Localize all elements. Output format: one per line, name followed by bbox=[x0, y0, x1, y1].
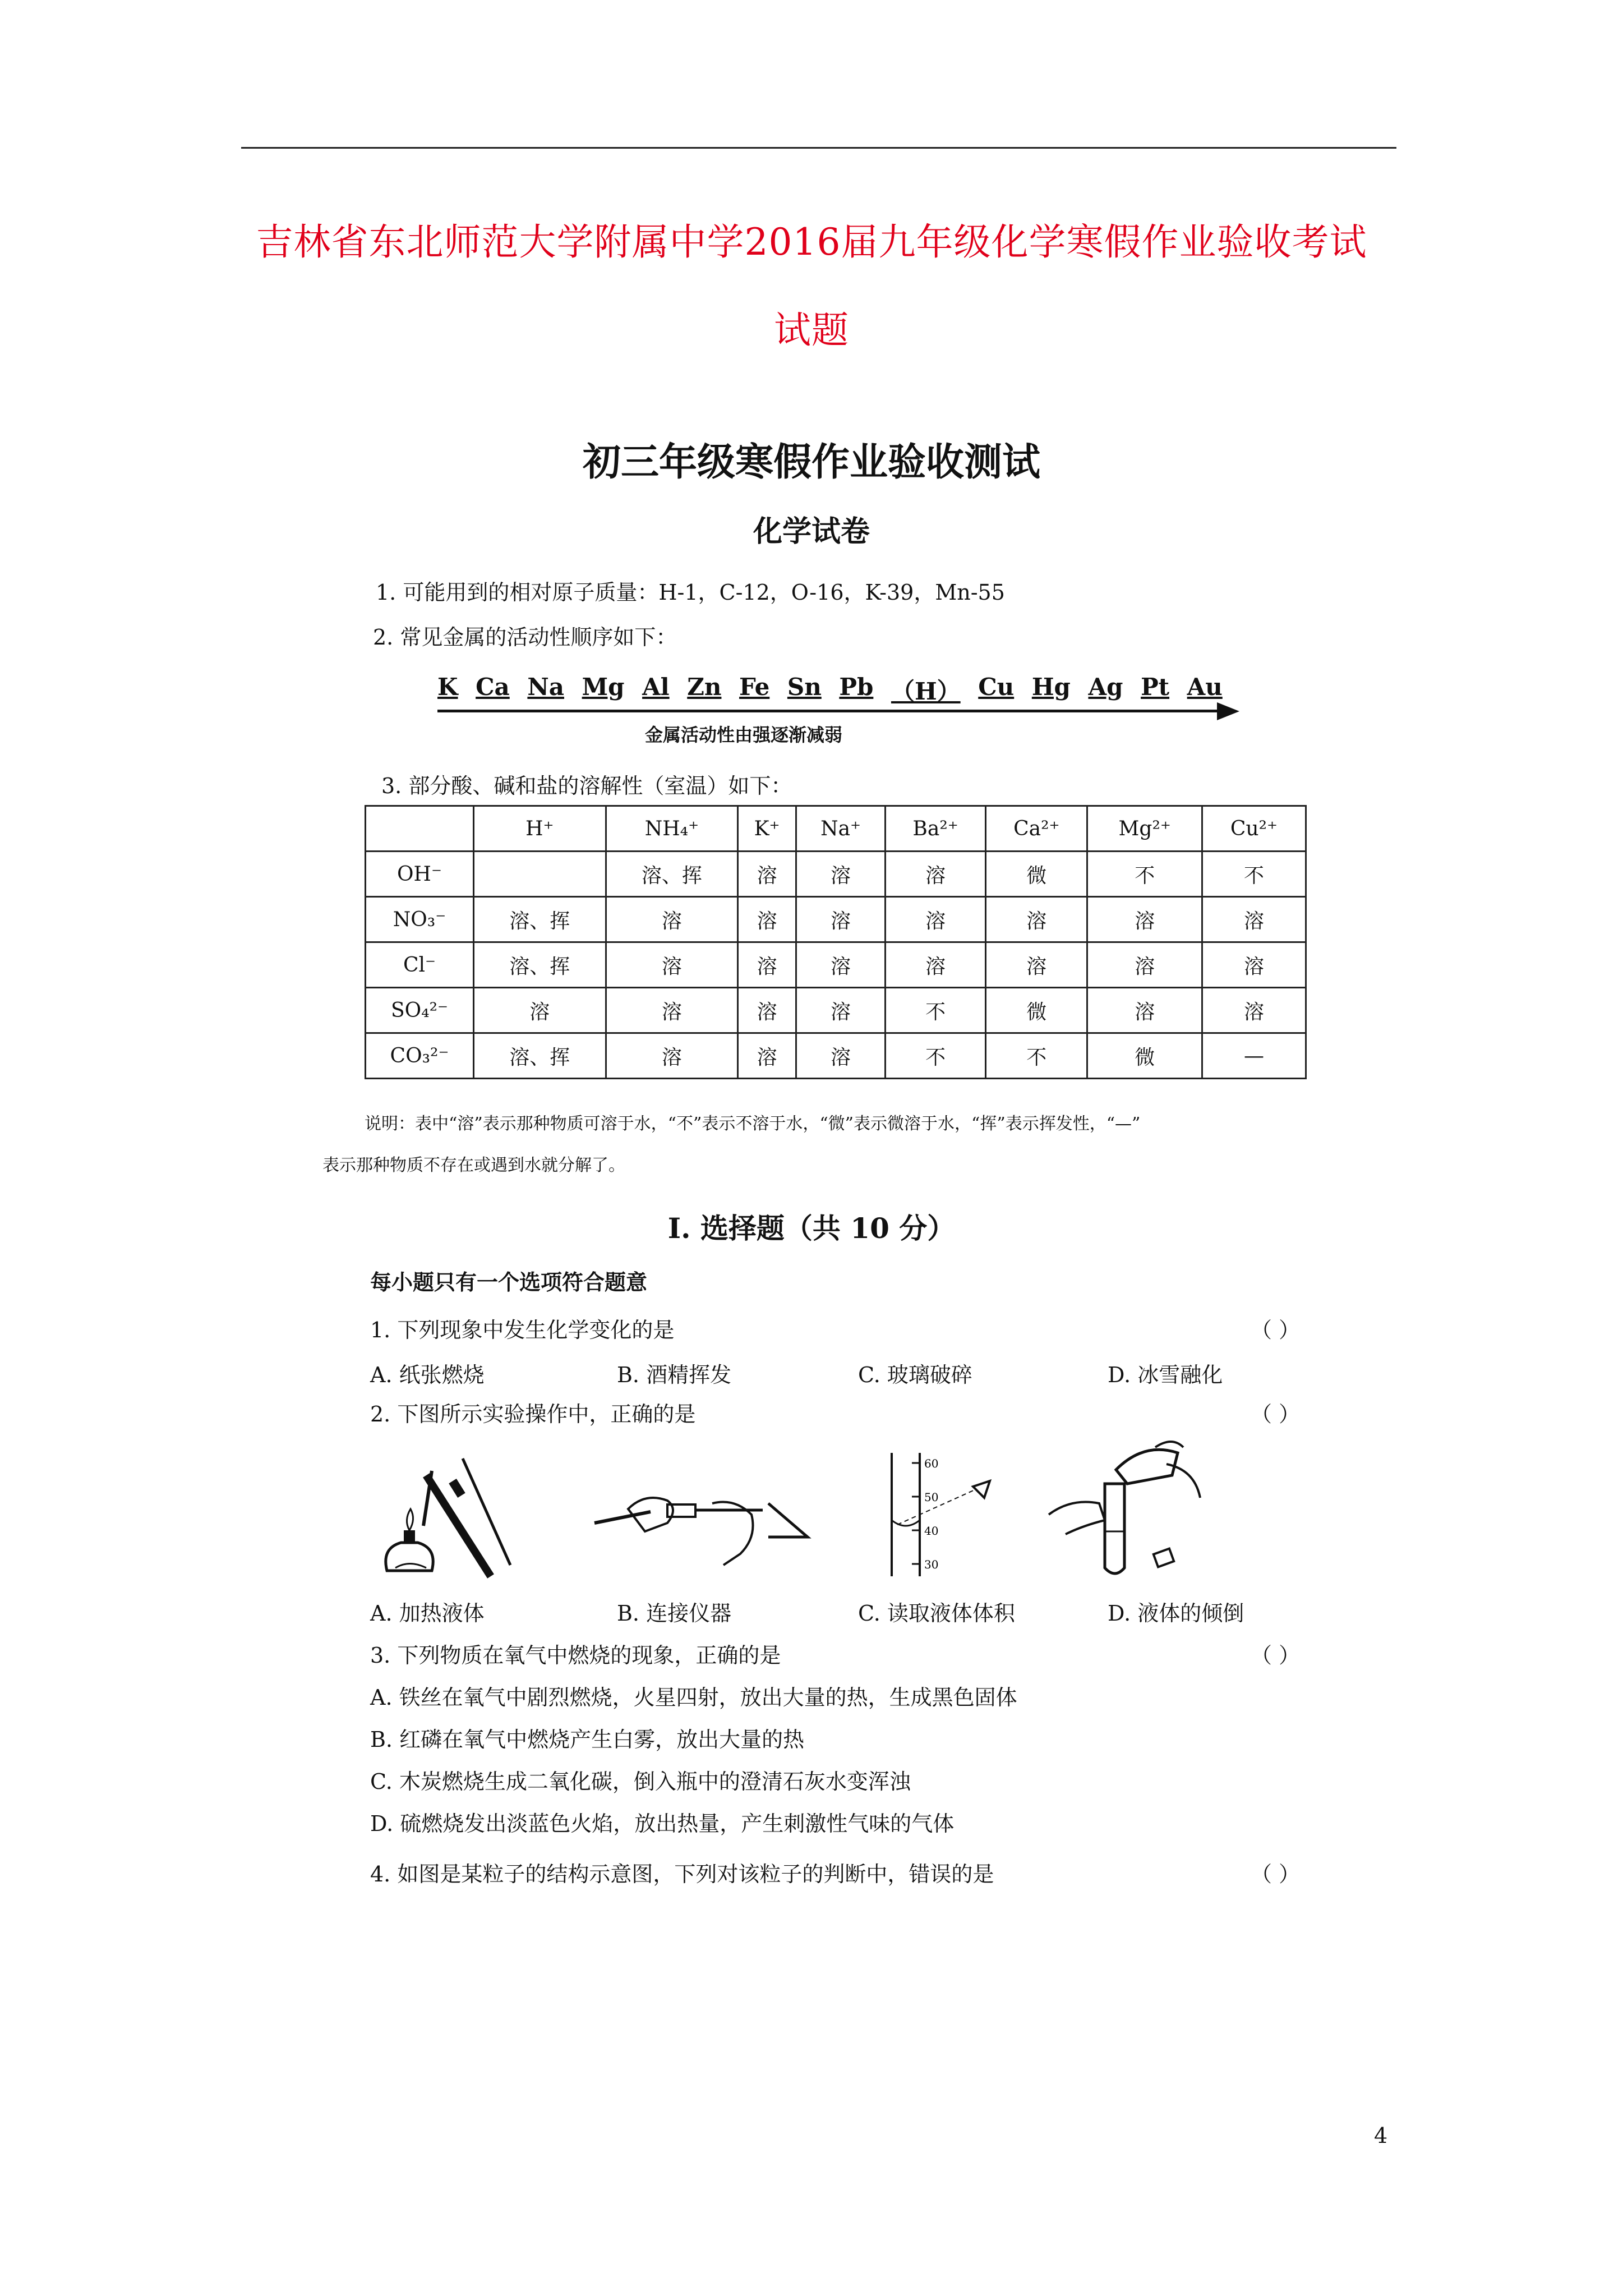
option-b[interactable]: B. 酒精挥发 bbox=[617, 1363, 732, 1387]
metal-symbol: Al bbox=[642, 673, 670, 701]
table-header-cell: Ba²⁺ bbox=[886, 806, 986, 852]
table-row bbox=[366, 988, 1306, 1033]
table-cell: CO₃²⁻ bbox=[366, 1033, 474, 1079]
metal-symbol: Cu bbox=[978, 673, 1015, 701]
table-cell: SO₄²⁻ bbox=[366, 988, 474, 1033]
table-cell: 微 bbox=[986, 988, 1087, 1033]
table-cell: 溶、挥 bbox=[474, 1033, 606, 1079]
table-cell: 溶 bbox=[1087, 988, 1202, 1033]
table-explanation-line1: 说明：表中“溶”表示那种物质可溶于水，“不”表示不溶于水，“微”表示微溶于水，“挥”表示挥发性，“—” bbox=[365, 1114, 1141, 1134]
option-b[interactable]: B. 连接仪器 bbox=[617, 1601, 732, 1626]
answer-blank[interactable]: （ ） bbox=[1251, 1643, 1301, 1668]
table-cell: — bbox=[1202, 1033, 1306, 1079]
table-row bbox=[366, 1033, 1306, 1079]
option-c[interactable]: C. 木炭燃烧生成二氧化碳，倒入瓶中的澄清石灰水变浑浊 bbox=[370, 1769, 911, 1794]
table-cell: 溶 bbox=[738, 1033, 796, 1079]
table-cell: 溶 bbox=[796, 1033, 886, 1079]
table-header-cell: Na⁺ bbox=[796, 806, 886, 852]
option-a[interactable]: A. 铁丝在氧气中剧烈燃烧，火星四射，放出大量的热，生成黑色固体 bbox=[370, 1685, 1017, 1710]
option-a[interactable]: A. 加热液体 bbox=[370, 1601, 485, 1626]
connecting-apparatus-figure bbox=[583, 1470, 819, 1582]
note-metal-activity: 2. 常见金属的活动性顺序如下： bbox=[373, 625, 677, 650]
section-title: I. 选择题（共 10 分） bbox=[667, 1212, 956, 1245]
table-cell: 溶 bbox=[796, 852, 886, 897]
answer-blank[interactable]: （ ） bbox=[1251, 1402, 1301, 1427]
table-header-cell: Mg²⁺ bbox=[1087, 806, 1202, 852]
heating-liquid-figure bbox=[370, 1453, 538, 1582]
option-c[interactable]: C. 读取液体体积 bbox=[858, 1601, 1015, 1626]
metal-symbol: Hg bbox=[1031, 673, 1071, 701]
table-cell: 溶、挥 bbox=[474, 942, 606, 988]
table-cell: 溶 bbox=[796, 942, 886, 988]
metal-symbol: Ag bbox=[1088, 673, 1123, 701]
table-cell: 溶、挥 bbox=[606, 852, 738, 897]
table-cell: 溶 bbox=[606, 1033, 738, 1079]
table-cell: 溶 bbox=[1087, 942, 1202, 988]
reading-volume-figure bbox=[875, 1447, 1021, 1582]
table-explanation-line2: 表示那种物质不存在或遇到水就分解了。 bbox=[322, 1156, 625, 1175]
option-d[interactable]: D. 液体的倾倒 bbox=[1108, 1601, 1244, 1626]
table-cell: 溶 bbox=[796, 897, 886, 942]
table-cell: 溶 bbox=[986, 897, 1087, 942]
metal-activity-series bbox=[437, 673, 1223, 707]
table-row bbox=[366, 897, 1306, 942]
option-a[interactable]: A. 纸张燃烧 bbox=[370, 1363, 485, 1387]
section-instruction: 每小题只有一个选项符合题意 bbox=[370, 1269, 648, 1295]
cylinder-mark: 30 bbox=[924, 1558, 939, 1571]
table-cell: 溶 bbox=[1202, 897, 1306, 942]
table-cell: 不 bbox=[1202, 852, 1306, 897]
table-cell: 不 bbox=[1087, 852, 1202, 897]
activity-arrow-head-icon bbox=[1217, 702, 1239, 720]
metal-symbol: Mg bbox=[582, 673, 625, 701]
table-header-cell: Cu²⁺ bbox=[1202, 806, 1306, 852]
solubility-table bbox=[365, 805, 1307, 1079]
table-cell: 溶 bbox=[886, 852, 986, 897]
metal-symbol: Fe bbox=[739, 673, 770, 701]
answer-blank[interactable]: （ ） bbox=[1251, 1862, 1301, 1887]
table-cell: 微 bbox=[1087, 1033, 1202, 1079]
metal-symbol: K bbox=[437, 673, 458, 701]
activity-arrow-shaft bbox=[437, 710, 1223, 712]
note-atomic-masses: 1. 可能用到的相对原子质量：H-1，C-12，O-16，K-39，Mn-55 bbox=[376, 580, 1005, 605]
table-cell: 溶 bbox=[606, 942, 738, 988]
question-3-stem: 3. 下列物质在氧气中燃烧的现象，正确的是 bbox=[370, 1643, 781, 1668]
table-cell: 微 bbox=[986, 852, 1087, 897]
cylinder-mark: 40 bbox=[924, 1524, 939, 1538]
option-b[interactable]: B. 红磷在氧气中燃烧产生白雾，放出大量的热 bbox=[370, 1727, 805, 1752]
table-cell: 溶 bbox=[796, 988, 886, 1033]
table-cell: 溶 bbox=[738, 942, 796, 988]
note-solubility: 3. 部分酸、碱和盐的溶解性（室温）如下： bbox=[381, 774, 792, 798]
table-cell: 溶 bbox=[474, 988, 606, 1033]
table-cell: 溶 bbox=[738, 897, 796, 942]
metal-symbol: Pt bbox=[1141, 673, 1170, 701]
table-cell: 溶 bbox=[738, 988, 796, 1033]
metal-symbol: Zn bbox=[687, 673, 722, 701]
table-cell: 不 bbox=[986, 1033, 1087, 1079]
exam-subtitle: 化学试卷 bbox=[753, 514, 870, 549]
table-cell: 溶 bbox=[606, 988, 738, 1033]
table-header-row bbox=[366, 806, 1306, 852]
table-cell: 溶、挥 bbox=[474, 897, 606, 942]
table-cell: 溶 bbox=[738, 852, 796, 897]
question-1-stem: 1. 下列现象中发生化学变化的是 bbox=[370, 1318, 675, 1342]
metal-symbol: Pb bbox=[839, 673, 874, 701]
table-cell: 溶 bbox=[886, 897, 986, 942]
table-cell: 不 bbox=[886, 988, 986, 1033]
page-number: 4 bbox=[1374, 2123, 1388, 2148]
table-header-cell: Ca²⁺ bbox=[986, 806, 1087, 852]
table-cell: 不 bbox=[886, 1033, 986, 1079]
table-cell: NO₃⁻ bbox=[366, 897, 474, 942]
table-cell: 溶 bbox=[886, 942, 986, 988]
header-rule bbox=[241, 147, 1396, 149]
table-cell: 溶 bbox=[986, 942, 1087, 988]
pouring-liquid-figure bbox=[1032, 1430, 1217, 1582]
question-4-stem: 4. 如图是某粒子的结构示意图，下列对该粒子的判断中，错误的是 bbox=[370, 1862, 994, 1887]
table-header-cell: K⁺ bbox=[738, 806, 796, 852]
metal-symbol: Na bbox=[527, 673, 564, 701]
table-cell: 溶 bbox=[1202, 942, 1306, 988]
cylinder-mark: 50 bbox=[924, 1490, 939, 1504]
question-2-stem: 2. 下图所示实验操作中，正确的是 bbox=[370, 1402, 696, 1427]
table-cell: 溶 bbox=[606, 897, 738, 942]
table-cell: Cl⁻ bbox=[366, 942, 474, 988]
metal-symbol: （H） bbox=[891, 678, 961, 705]
table-header-cell: H⁺ bbox=[474, 806, 606, 852]
table-row bbox=[366, 852, 1306, 897]
option-d[interactable]: D. 冰雪融化 bbox=[1108, 1363, 1223, 1387]
document-title-line2: 试题 bbox=[774, 309, 849, 352]
table-cell: OH⁻ bbox=[366, 852, 474, 897]
cylinder-mark: 60 bbox=[924, 1457, 939, 1470]
metal-symbol: Au bbox=[1187, 673, 1223, 701]
table-header-cell: NH₄⁺ bbox=[606, 806, 738, 852]
table-header-cell bbox=[366, 806, 474, 852]
table-cell bbox=[474, 852, 606, 897]
table-row bbox=[366, 942, 1306, 988]
table-cell: 溶 bbox=[1087, 897, 1202, 942]
option-c[interactable]: C. 玻璃破碎 bbox=[858, 1363, 972, 1387]
metal-symbol: Sn bbox=[787, 673, 822, 701]
table-cell: 溶 bbox=[1202, 988, 1306, 1033]
exam-title: 初三年级寒假作业验收测试 bbox=[582, 440, 1040, 485]
metal-symbol: Ca bbox=[476, 673, 510, 701]
answer-blank[interactable]: （ ） bbox=[1251, 1318, 1301, 1342]
activity-arrow-caption: 金属活动性由强逐渐减弱 bbox=[645, 724, 843, 746]
option-d[interactable]: D. 硫燃烧发出淡蓝色火焰，放出热量，产生刺激性气味的气体 bbox=[370, 1811, 955, 1836]
document-title-line1: 吉林省东北师范大学附属中学2016届九年级化学寒假作业验收考试 bbox=[256, 220, 1367, 264]
